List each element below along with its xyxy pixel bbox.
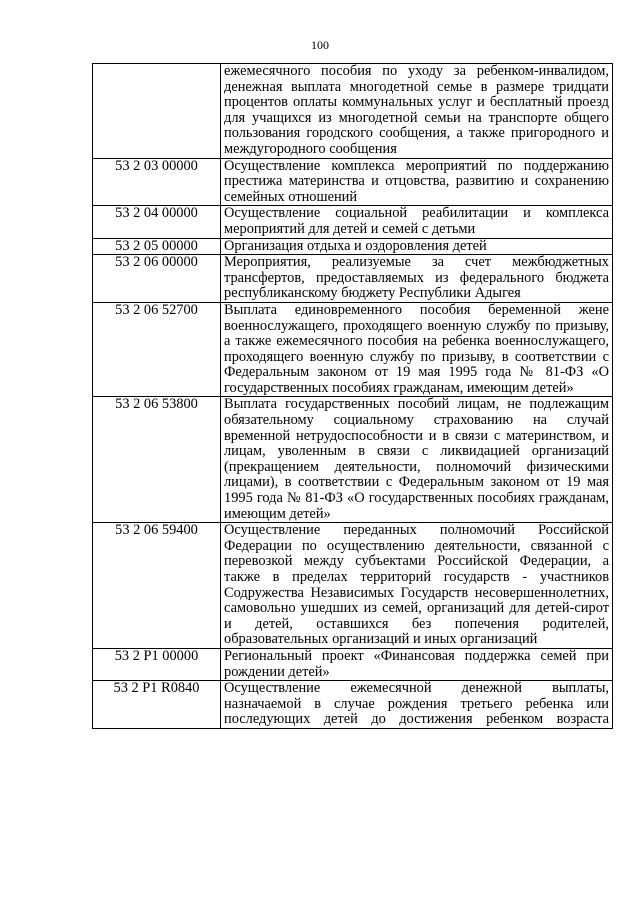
description-cell: Мероприятия, реализуемые за счет межбюджетных трансфертов, предоставляемых из федерального бюджета республиканскому бюджету Республики Адыгея xyxy=(221,255,613,303)
code-cell: 53 2 06 00000 xyxy=(93,255,221,303)
code-cell: 53 2 06 53800 xyxy=(93,397,221,523)
description-cell: Региональный проект «Финансовая поддержка семей при рождении детей» xyxy=(221,648,613,680)
table-row xyxy=(93,648,613,680)
code-cell: 53 2 04 00000 xyxy=(93,206,221,238)
code-cell: 53 2 P1 00000 xyxy=(93,648,221,680)
description-cell: Выплата единовременного пособия беременной жене военнослужащего, проходящего военную службу по призыву, а также ежемесячного пособия на ребенка военнослужащего, проходящего военную службу по призыву, в соответствии с Федеральным законом от 19 мая 1995 года № 81-ФЗ «О государственных пособиях гражданам, имеющим детей» xyxy=(221,302,613,397)
table-row xyxy=(93,158,613,206)
table-row xyxy=(93,255,613,303)
code-cell: 53 2 P1 R0840 xyxy=(93,681,221,729)
table-row xyxy=(93,523,613,649)
description-cell: Организация отдыха и оздоровления детей xyxy=(221,238,613,255)
code-cell: 53 2 05 00000 xyxy=(93,238,221,255)
table-row xyxy=(93,302,613,397)
code-cell: 53 2 06 52700 xyxy=(93,302,221,397)
budget-classification-table xyxy=(92,63,613,729)
description-cell: Осуществление комплекса мероприятий по поддержанию престижа материнства и отцовства, развитию и сохранению семейных отношений xyxy=(221,158,613,206)
description-cell: ежемесячного пособия по уходу за ребенком-инвалидом, денежная выплата многодетной семье в размере тридцати процентов оплаты коммунальных услуг и бесплатный проезд для учащихся из многодетной семьи на транспорте общего пользования городского сообщения, а также пригородного и междугородного сообщения xyxy=(221,64,613,159)
table-row xyxy=(93,206,613,238)
table-row xyxy=(93,238,613,255)
description-cell: Выплата государственных пособий лицам, не подлежащим обязательному социальному страхованию на случай временной нетрудоспособности и в связи с материнством, и лицам, уволенным в связи с ликвидацией организаций (прекращением деятельности, полномочий физическими лицами), в соответствии с Федеральным законом от 19 мая 1995 года № 81-ФЗ «О государственных пособиях гражданам, имеющим детей» xyxy=(221,397,613,523)
description-cell: Осуществление социальной реабилитации и комплекса мероприятий для детей и семей с детьми xyxy=(221,206,613,238)
table-row xyxy=(93,64,613,159)
page-number: 100 xyxy=(311,38,329,52)
table-row xyxy=(93,397,613,523)
code-cell: 53 2 06 59400 xyxy=(93,523,221,649)
code-cell xyxy=(93,64,221,159)
description-cell: Осуществление переданных полномочий Российской Федерации по осуществлению деятельности, связанной с перевозкой между субъектами Российской Федерации, а также в пределах территорий государств - участников Содружества Независимых Государств несовершеннолетних, самовольно ушедших из семей, организаций для детей-сирот и детей, оставшихся без попечения родителей, образовательных организаций и иных организаций xyxy=(221,523,613,649)
description-cell: Осуществление ежемесячной денежной выплаты, назначаемой в случае рождения третьего ребенка или последующих детей до достижения ребенком возраста xyxy=(221,681,613,729)
code-cell: 53 2 03 00000 xyxy=(93,158,221,206)
table-row xyxy=(93,681,613,729)
